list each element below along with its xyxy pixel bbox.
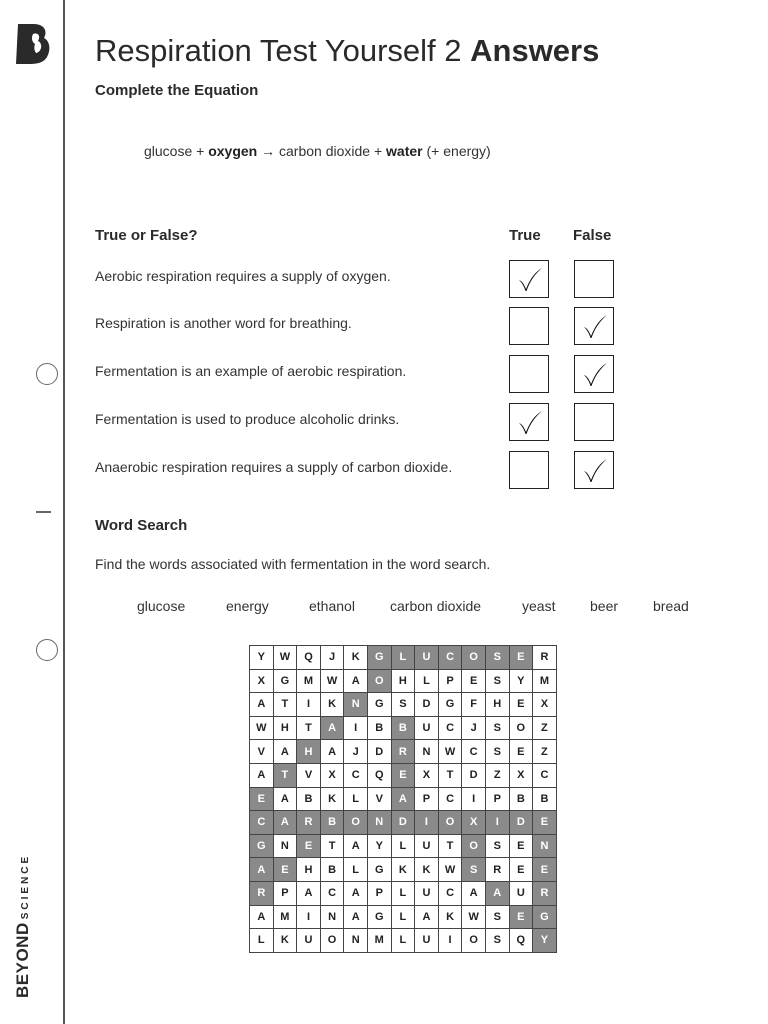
grid-cell: U [297, 929, 321, 953]
page-title [95, 33, 599, 69]
grid-row [250, 693, 557, 717]
grid-cell: K [438, 905, 462, 929]
grid-cell: N [273, 834, 297, 858]
grid-cell: A [273, 811, 297, 835]
grid-cell: D [462, 763, 486, 787]
grid-cell: K [344, 646, 368, 670]
statement-text: Fermentation is an example of aerobic respiration. [95, 363, 407, 379]
grid-cell: K [320, 693, 344, 717]
grid-cell: E [273, 858, 297, 882]
grid-row [250, 881, 557, 905]
grid-cell: C [462, 740, 486, 764]
grid-cell: G [250, 834, 274, 858]
grid-cell: R [485, 858, 509, 882]
grid-cell: G [367, 858, 391, 882]
grid-row [250, 646, 557, 670]
grid-cell: V [250, 740, 274, 764]
grid-cell: U [415, 646, 439, 670]
grid-cell: O [320, 929, 344, 953]
grid-cell: N [344, 693, 368, 717]
grid-cell: B [509, 787, 533, 811]
grid-cell: R [533, 646, 557, 670]
grid-cell: I [438, 929, 462, 953]
binder-hole-bottom [36, 639, 58, 661]
grid-cell: O [367, 669, 391, 693]
word-list-item: ethanol [309, 598, 355, 614]
grid-cell: T [320, 834, 344, 858]
grid-cell: S [485, 740, 509, 764]
grid-cell: D [415, 693, 439, 717]
eq-arrow: → [261, 143, 276, 159]
grid-row [250, 716, 557, 740]
eq-answer: oxygen [208, 143, 258, 159]
grid-cell: H [273, 716, 297, 740]
grid-cell: C [438, 646, 462, 670]
grid-cell: X [320, 763, 344, 787]
grid-row [250, 929, 557, 953]
grid-cell: G [438, 693, 462, 717]
grid-cell: G [273, 669, 297, 693]
grid-cell: J [344, 740, 368, 764]
grid-cell: Y [367, 834, 391, 858]
grid-cell: W [250, 716, 274, 740]
false-checkbox[interactable] [574, 307, 614, 345]
eq-answer: water [386, 143, 423, 159]
grid-cell: H [297, 740, 321, 764]
grid-cell: K [320, 787, 344, 811]
grid-cell: B [533, 787, 557, 811]
false-checkbox[interactable] [574, 355, 614, 393]
grid-cell: E [509, 740, 533, 764]
grid-cell: S [391, 693, 415, 717]
grid-cell: F [462, 693, 486, 717]
grid-cell: W [462, 905, 486, 929]
grid-cell: V [367, 787, 391, 811]
grid-cell: N [320, 905, 344, 929]
brand-vertical [13, 854, 33, 998]
checkmark-icon [581, 456, 609, 484]
grid-cell: U [509, 881, 533, 905]
grid-cell: K [415, 858, 439, 882]
grid-row [250, 669, 557, 693]
grid-cell: G [367, 646, 391, 670]
grid-cell: S [485, 669, 509, 693]
word-list-item: carbon dioxide [390, 598, 482, 614]
brand-sub: SCIENCE [20, 853, 31, 920]
grid-cell: B [320, 858, 344, 882]
word-list-item: energy [226, 598, 269, 614]
grid-cell: A [250, 763, 274, 787]
grid-cell: N [415, 740, 439, 764]
grid-cell: U [415, 716, 439, 740]
grid-cell: B [367, 716, 391, 740]
statement-text: Fermentation is used to produce alcoholic drinks. [95, 411, 400, 427]
grid-cell: G [367, 905, 391, 929]
grid-cell: E [391, 763, 415, 787]
title-bold: Answers [470, 33, 600, 68]
grid-cell: W [438, 858, 462, 882]
grid-cell: Q [297, 646, 321, 670]
grid-cell: Z [485, 763, 509, 787]
grid-cell: L [391, 834, 415, 858]
grid-cell: T [438, 763, 462, 787]
equation-line [144, 143, 491, 159]
grid-cell: K [273, 929, 297, 953]
false-checkbox[interactable] [574, 403, 614, 441]
grid-cell: S [485, 834, 509, 858]
grid-cell: C [438, 881, 462, 905]
grid-row [250, 858, 557, 882]
grid-cell: A [273, 740, 297, 764]
fold-mark [36, 511, 51, 513]
word-search-heading: Word Search [95, 517, 188, 534]
checkmark-icon [516, 408, 544, 436]
grid-cell: E [462, 669, 486, 693]
grid-cell: M [367, 929, 391, 953]
grid-cell: R [533, 881, 557, 905]
grid-cell: L [391, 929, 415, 953]
word-list-item: glucose [137, 598, 186, 614]
grid-cell: P [415, 787, 439, 811]
grid-cell: Z [533, 716, 557, 740]
grid-cell: R [297, 811, 321, 835]
grid-cell: N [344, 929, 368, 953]
grid-cell: O [462, 646, 486, 670]
grid-cell: D [367, 740, 391, 764]
grid-cell: I [415, 811, 439, 835]
grid-cell: O [509, 716, 533, 740]
true-checkbox[interactable] [509, 307, 549, 345]
grid-cell: H [297, 858, 321, 882]
true-column-header: True [509, 227, 541, 244]
grid-row [250, 811, 557, 835]
grid-cell: P [367, 881, 391, 905]
grid-cell: A [485, 881, 509, 905]
binder-hole-top [36, 363, 58, 385]
grid-cell: Y [509, 669, 533, 693]
grid-cell: Y [250, 646, 274, 670]
word-list-item: yeast [522, 598, 556, 614]
true-false-heading: True or False? [95, 227, 198, 244]
grid-cell: E [533, 858, 557, 882]
grid-cell: A [250, 693, 274, 717]
grid-cell: O [344, 811, 368, 835]
grid-cell: E [509, 646, 533, 670]
grid-cell: C [250, 811, 274, 835]
grid-cell: H [485, 693, 509, 717]
grid-cell: B [391, 716, 415, 740]
grid-cell: T [438, 834, 462, 858]
grid-cell: L [391, 646, 415, 670]
grid-cell: U [415, 881, 439, 905]
true-checkbox[interactable] [509, 260, 549, 298]
brand-name: BEYOND [13, 922, 32, 998]
grid-cell: O [462, 834, 486, 858]
grid-cell: D [509, 811, 533, 835]
eq-part: carbon dioxide + [279, 143, 383, 159]
grid-cell: L [344, 858, 368, 882]
grid-cell: C [438, 787, 462, 811]
grid-cell: B [297, 787, 321, 811]
grid-cell: I [297, 693, 321, 717]
grid-cell: G [367, 693, 391, 717]
true-checkbox[interactable] [509, 403, 549, 441]
grid-cell: L [391, 881, 415, 905]
grid-cell: G [533, 905, 557, 929]
statement-text: Anaerobic respiration requires a supply of carbon dioxide. [95, 459, 453, 475]
grid-cell: C [438, 716, 462, 740]
grid-cell: I [462, 787, 486, 811]
false-column-header: False [573, 227, 612, 244]
statement-text: Aerobic respiration requires a supply of oxygen. [95, 268, 391, 284]
grid-cell: E [250, 787, 274, 811]
grid-cell: X [462, 811, 486, 835]
grid-cell: L [250, 929, 274, 953]
grid-cell: E [297, 834, 321, 858]
grid-cell: T [273, 763, 297, 787]
grid-row [250, 834, 557, 858]
checkmark-icon [581, 360, 609, 388]
grid-cell: R [250, 881, 274, 905]
grid-cell: I [344, 716, 368, 740]
true-checkbox[interactable] [509, 451, 549, 489]
grid-cell: X [415, 763, 439, 787]
grid-cell: A [297, 881, 321, 905]
grid-cell: K [391, 858, 415, 882]
grid-cell: A [273, 787, 297, 811]
eq-part: glucose + [144, 143, 205, 159]
grid-cell: S [485, 929, 509, 953]
word-list-item: beer [590, 598, 619, 614]
word-search-grid [249, 645, 557, 953]
grid-cell: A [391, 787, 415, 811]
grid-row [250, 787, 557, 811]
grid-cell: A [250, 858, 274, 882]
grid-cell: C [320, 881, 344, 905]
grid-row [250, 740, 557, 764]
grid-cell: X [509, 763, 533, 787]
grid-cell: H [391, 669, 415, 693]
grid-cell: N [367, 811, 391, 835]
grid-row [250, 763, 557, 787]
grid-cell: S [485, 716, 509, 740]
grid-cell: R [391, 740, 415, 764]
grid-cell: W [320, 669, 344, 693]
grid-cell: E [509, 834, 533, 858]
grid-cell: O [462, 929, 486, 953]
grid-row [250, 905, 557, 929]
grid-cell: L [391, 905, 415, 929]
grid-cell: B [320, 811, 344, 835]
grid-cell: C [533, 763, 557, 787]
grid-cell: U [415, 834, 439, 858]
eq-part: (+ energy) [426, 143, 491, 159]
grid-cell: V [297, 763, 321, 787]
word-search-instruction: Find the words associated with fermentation in the word search. [95, 556, 491, 572]
grid-cell: E [509, 858, 533, 882]
grid-cell: N [533, 834, 557, 858]
grid-cell: Q [367, 763, 391, 787]
equation-heading: Complete the Equation [95, 82, 259, 99]
grid-cell: J [462, 716, 486, 740]
grid-cell: A [320, 716, 344, 740]
grid-cell: D [391, 811, 415, 835]
grid-cell: S [485, 646, 509, 670]
grid-cell: U [415, 929, 439, 953]
grid-cell: A [462, 881, 486, 905]
grid-cell: A [320, 740, 344, 764]
grid-cell: S [462, 858, 486, 882]
grid-cell: A [344, 669, 368, 693]
grid-cell: A [344, 834, 368, 858]
grid-cell: M [297, 669, 321, 693]
grid-cell: O [438, 811, 462, 835]
grid-cell: Q [509, 929, 533, 953]
title-main: Respiration Test Yourself 2 [95, 33, 462, 68]
grid-cell: P [485, 787, 509, 811]
grid-cell: A [344, 881, 368, 905]
checkmark-icon [516, 265, 544, 293]
grid-cell: A [250, 905, 274, 929]
grid-cell: C [344, 763, 368, 787]
grid-cell: S [485, 905, 509, 929]
grid-cell: T [273, 693, 297, 717]
grid-cell: P [438, 669, 462, 693]
false-checkbox[interactable] [574, 260, 614, 298]
grid-cell: I [485, 811, 509, 835]
grid-cell: Z [533, 740, 557, 764]
grid-cell: J [320, 646, 344, 670]
checkmark-icon [581, 312, 609, 340]
true-checkbox[interactable] [509, 355, 549, 393]
grid-cell: X [533, 693, 557, 717]
grid-cell: E [533, 811, 557, 835]
grid-cell: M [533, 669, 557, 693]
grid-cell: A [415, 905, 439, 929]
grid-cell: W [273, 646, 297, 670]
grid-cell: A [344, 905, 368, 929]
beyond-logo-icon [14, 22, 52, 66]
grid-cell: Y [533, 929, 557, 953]
grid-cell: W [438, 740, 462, 764]
margin-line [63, 0, 65, 1024]
grid-cell: L [415, 669, 439, 693]
grid-cell: E [509, 693, 533, 717]
word-list-item: bread [653, 598, 689, 614]
grid-cell: X [250, 669, 274, 693]
grid-cell: L [344, 787, 368, 811]
grid-cell: P [273, 881, 297, 905]
false-checkbox[interactable] [574, 451, 614, 489]
grid-cell: M [273, 905, 297, 929]
grid-cell: T [297, 716, 321, 740]
grid-cell: E [509, 905, 533, 929]
grid-cell: I [297, 905, 321, 929]
statement-text: Respiration is another word for breathing. [95, 315, 352, 331]
